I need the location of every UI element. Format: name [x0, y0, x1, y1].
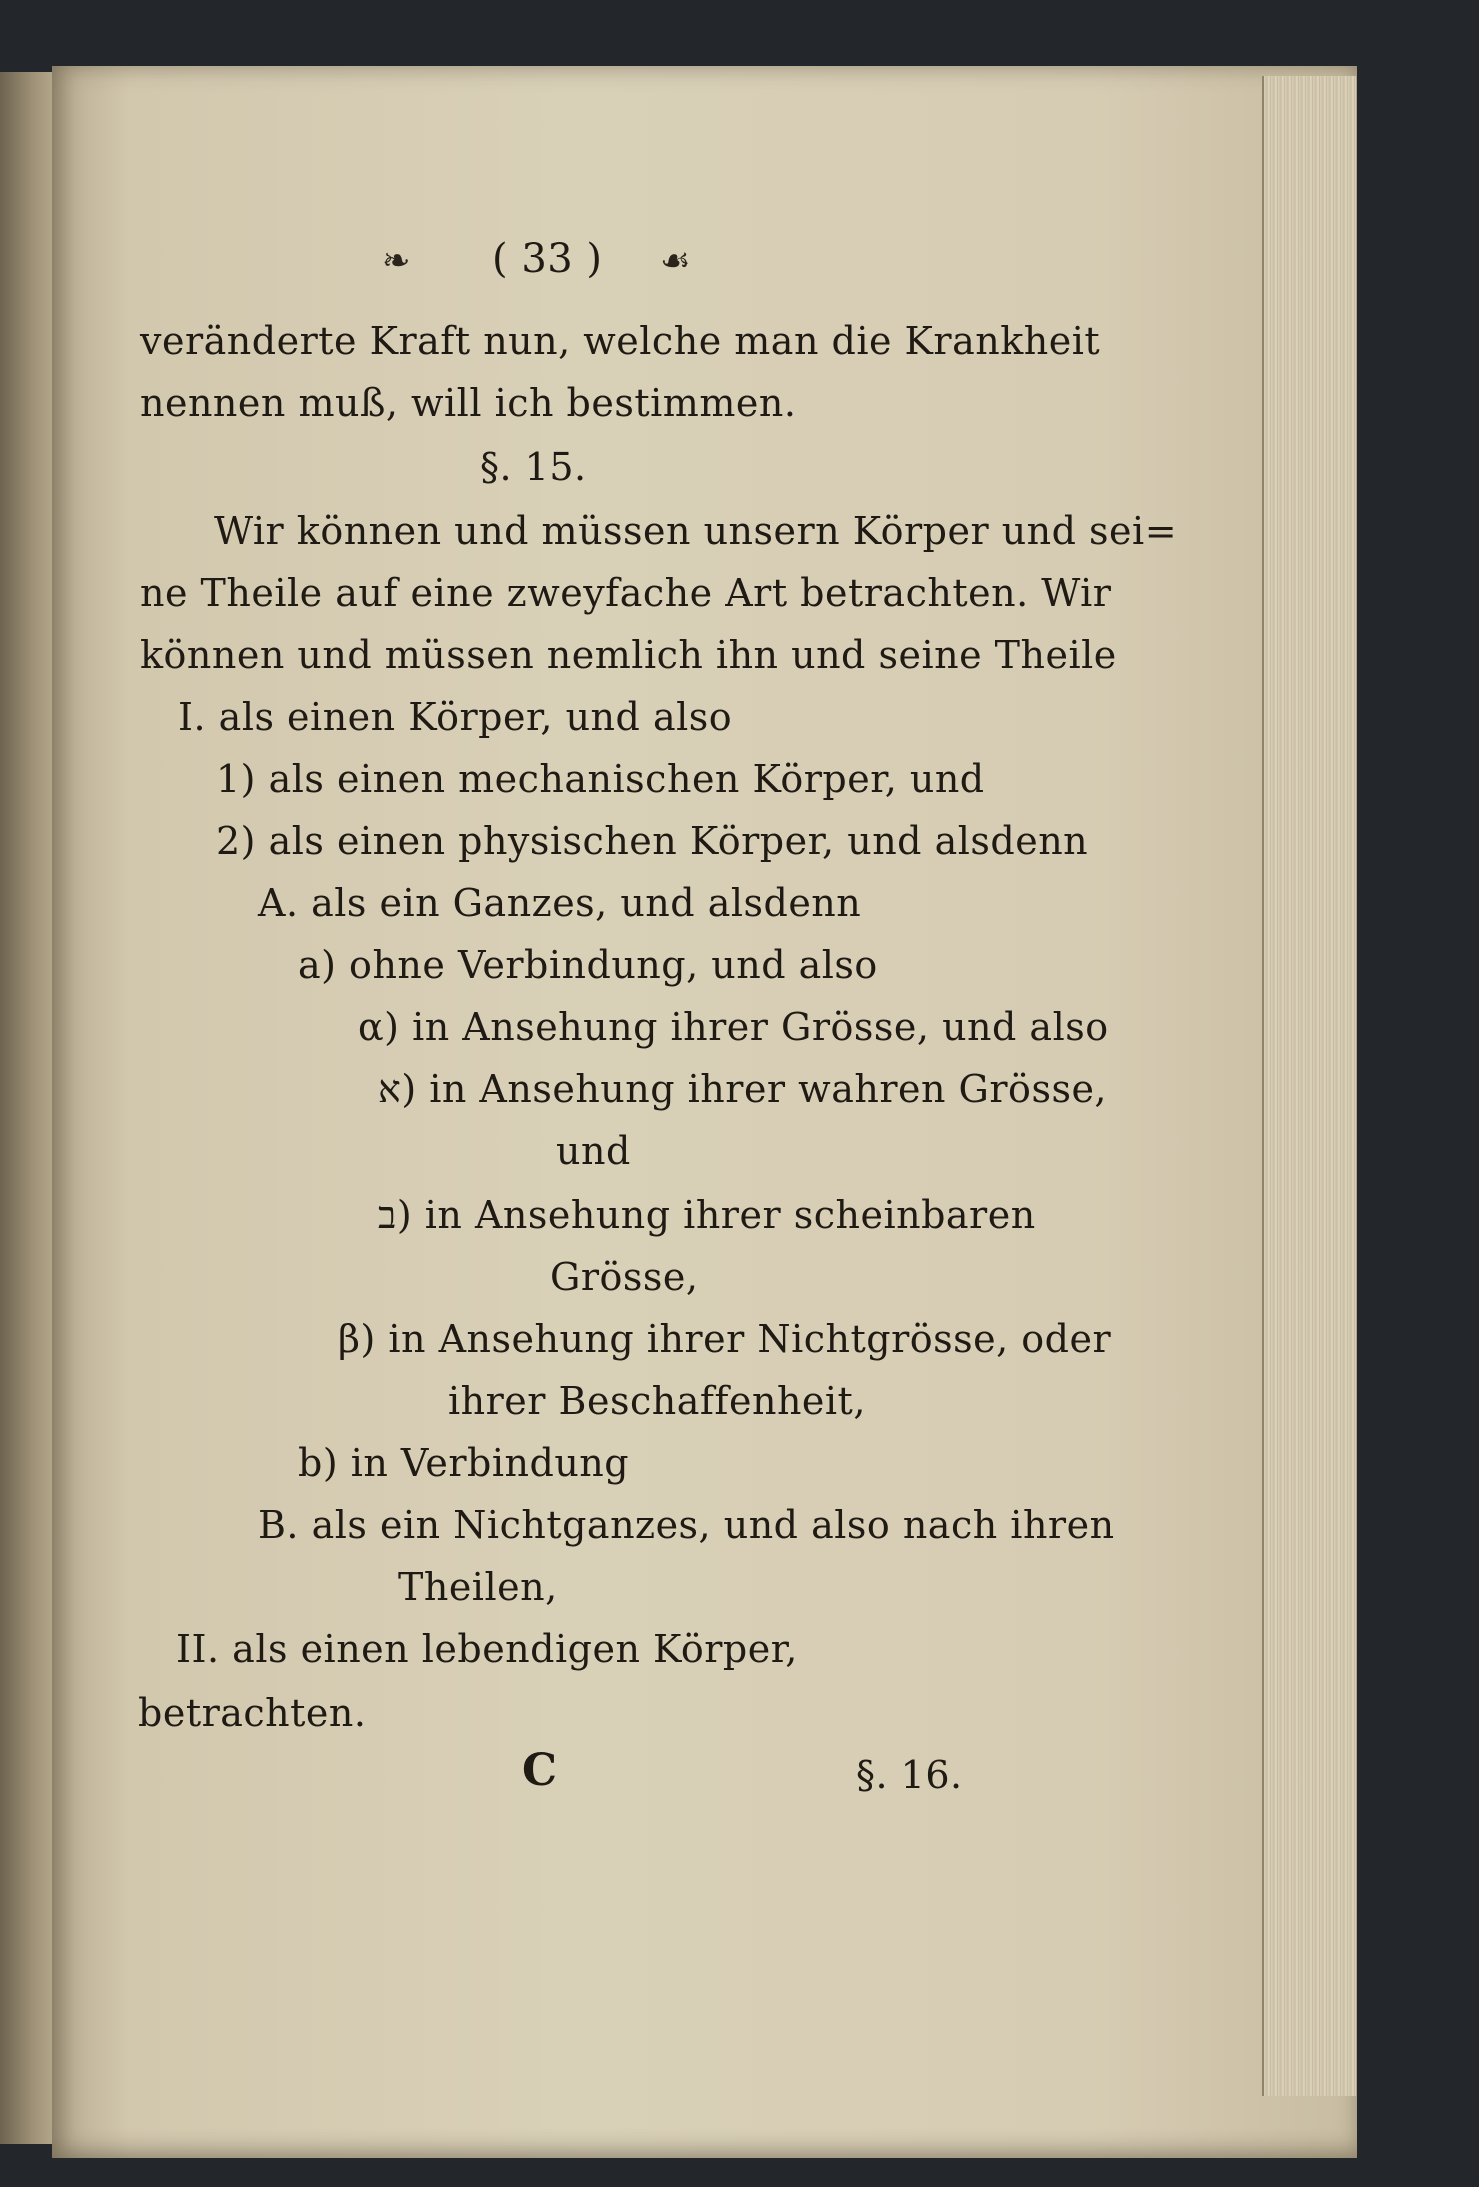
catchword: §. 16.	[856, 1753, 963, 1797]
text-line: b) in Verbindung	[298, 1441, 630, 1485]
text-line: ne Theile auf eine zweyfache Art betrachten. Wir	[140, 571, 1112, 615]
text-line: II. als einen lebendigen Körper,	[176, 1627, 798, 1671]
text-line: a) ohne Verbindung, und also	[298, 943, 878, 987]
text-line: β) in Ansehung ihrer Nichtgrösse, oder	[338, 1317, 1112, 1361]
text-line: A. als ein Ganzes, und alsdenn	[258, 881, 862, 925]
text-line: können und müssen nemlich ihn und seine Theile	[140, 633, 1117, 677]
section-heading: §. 15.	[480, 445, 587, 489]
text-line: α) in Ansehung ihrer Grösse, und also	[358, 1005, 1109, 1049]
text-line: Grösse,	[550, 1255, 699, 1299]
text-line: B. als ein Nichtganzes, und also nach ihren	[258, 1503, 1115, 1547]
text-line: א) in Ansehung ihrer wahren Grösse,	[378, 1067, 1108, 1111]
text-line: ihrer Beschaffenheit,	[448, 1379, 866, 1423]
text-line: veränderte Kraft nun, welche man die Krankheit	[140, 319, 1101, 363]
text-line: 2) als einen physischen Körper, und alsdenn	[216, 819, 1089, 863]
text-line: ב) in Ansehung ihrer scheinbaren	[378, 1193, 1036, 1237]
text-line: 1) als einen mechanischen Körper, und	[216, 757, 985, 801]
text-line: und	[556, 1129, 631, 1173]
text-line: I. als einen Körper, und also	[178, 695, 733, 739]
text-line: nennen muß, will ich bestimmen.	[140, 381, 797, 425]
signature-mark: C	[522, 1745, 558, 1796]
text-line: betrachten.	[138, 1691, 367, 1735]
header-ornament-right: ☙	[660, 241, 691, 281]
page-number: ( 33 )	[492, 236, 603, 282]
text-line: Theilen,	[398, 1565, 558, 1609]
header-ornament-left: ❧	[382, 241, 411, 281]
text-line: Wir können und müssen unsern Körper und sei=	[214, 509, 1178, 553]
